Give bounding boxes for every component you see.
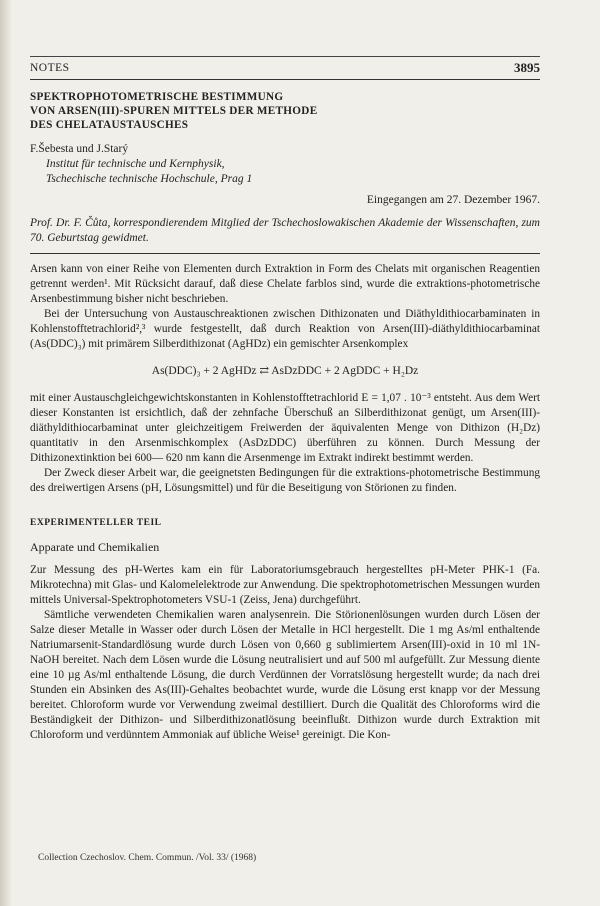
reaction-equation: As(DDC)₃ + 2 AgHDz ⇄ AsDzDDC + 2 AgDDC + H₂Dz bbox=[151, 365, 419, 377]
institute-line-1: Institut für technische und Kernphysik, bbox=[46, 158, 225, 170]
paragraph-4: Der Zweck dieser Arbeit war, die geeignetsten Bedingungen für die extraktions-photometrische Bestimmung des dreiwertigen Arsens (pH, Lösungsmittel) und für die Beseitigung von Störionen zu finden. bbox=[30, 467, 540, 494]
article-body bbox=[30, 90, 540, 743]
page-number: 3895 bbox=[514, 60, 540, 75]
page-edge-shadow bbox=[0, 0, 12, 906]
journal-citation: Collection Czechoslov. Chem. Commun. /Vol. 33/ (1968) bbox=[38, 853, 257, 863]
title-line-2: VON ARSEN(III)-SPUREN MITTELS DER METHODE bbox=[30, 105, 318, 117]
paragraph-1: Arsen kann von einer Reihe von Elementen durch Extraktion in Form des Chelats mit organischen Reagentien getrennt werden¹. Mit Rücksicht darauf, daß diese Chelate farblos sind, wurde die extraktions-photometrische Arsenbestimmung bisher nicht beschrieben. bbox=[30, 263, 540, 305]
subsection-heading: Apparate und Chemikalien bbox=[30, 540, 160, 554]
dedication: Prof. Dr. F. Čůta, korrespondierendem Mitglied der Tschechoslowakischen Akademie der Wissenschaften, zum 70. Geburtstag gewidmet. bbox=[30, 217, 540, 244]
authors: F.Šebesta und J.Starý bbox=[30, 143, 129, 155]
paragraph-6: Sämtliche verwendeten Chemikalien waren analysenrein. Die Störionenlösungen wurden durch Lösen der Salze dieser Metalle in Wasser oder durch Lösen der Metalle in HCl hergestellt. Die 1 mg As/ml enthaltende Natriumarsenit-Standardlösung wurde durch Lösen von 0,660 g sublimiertem Arsen(III)-oxid in 10 ml 1N-NaOH bereitet. Nach dem Lösen wurde die Lösung neutralisiert und auf 500 ml aufgefüllt. Zur Messung diente eine 10 µg As/ml enthaltende Lösung, die durch Verdünnen der Vorratslösung hergestellt wurde; da nach drei Stunden ein Absinken des As(III)-Gehaltes beobachtet wurde, wurde die Lösung erst knapp vor der Messung bereitet. Chloroform wurde vor Verwendung zweimal destilliert. Durch die Qualität des Chloroforms wird die Beständigkeit der Dithizon- und Silberdithizonatlösung beeinflußt. Dithizon wurde durch Extraktion mit Chloroform und verdünntem Ammoniak auf übliche Weise¹ gereinigt. Die Kon- bbox=[30, 609, 540, 741]
title-line-3: DES CHELATAUSTAUSCHES bbox=[30, 119, 189, 131]
paragraph-2: Bei der Untersuchung von Austauschreaktionen zwischen Dithizonaten und Diäthyldithiocarbaminaten in Kohlenstofftetrachlorid²,³ wurde festgestellt, daß durch Reaktion von Arsen(III)-diäthyldithiocarbaminat (As(DDC)₃) mit primärem Silberdithizonat (AgHDz) ein gemischter Arsenkomplex bbox=[30, 308, 540, 350]
paragraph-5: Zur Messung des pH-Wertes kam ein für Laboratoriumsgebrauch hergestelltes pH-Meter PHK-1 (Fa. Mikrotechna) mit Glas- und Kalomelelektrode zur Anwendung. Die spektrophotometrischen Messungen wurden mittels Universal-Spektrophotometers VSU-1 (Zeiss, Jena) durchgeführt. bbox=[30, 564, 540, 606]
paragraph-3: mit einer Austauschgleichgewichtskonstanten in Kohlenstofftetrachlorid E = 1,07 . 10⁻³ entsteht. Aus dem Wert dieser Konstanten ist ersichtlich, daß der zehnfache Überschuß an Silberdithizonat genügt, um Arsen(III)-diäthyldithiocarbaminat unter gleichzeitigem Freiwerden der äquivalenten Menge von Dithizon (H₂Dz) quantitativ in den Arsenmischkomplex (AsDzDDC) überführen zu können. Durch Messung der Dithizonextinktion bei 600— 620 nm kann die Arsenmenge im Extrakt indirekt bestimmt werden. bbox=[30, 392, 540, 464]
section-heading: EXPERIMENTELLER TEIL bbox=[30, 518, 162, 528]
running-header bbox=[30, 60, 540, 78]
dedication-rule bbox=[30, 253, 540, 254]
title-line-1: SPEKTROPHOTOMETRISCHE BESTIMMUNG bbox=[30, 91, 284, 103]
institute-line-2: Tschechische technische Hochschule, Prag 1 bbox=[46, 173, 253, 185]
running-title: NOTES bbox=[30, 62, 70, 74]
header-rule bbox=[30, 79, 540, 80]
top-rule bbox=[30, 56, 540, 57]
received-date: Eingegangen am 27. Dezember 1967. bbox=[366, 194, 540, 206]
article-title bbox=[30, 90, 540, 132]
